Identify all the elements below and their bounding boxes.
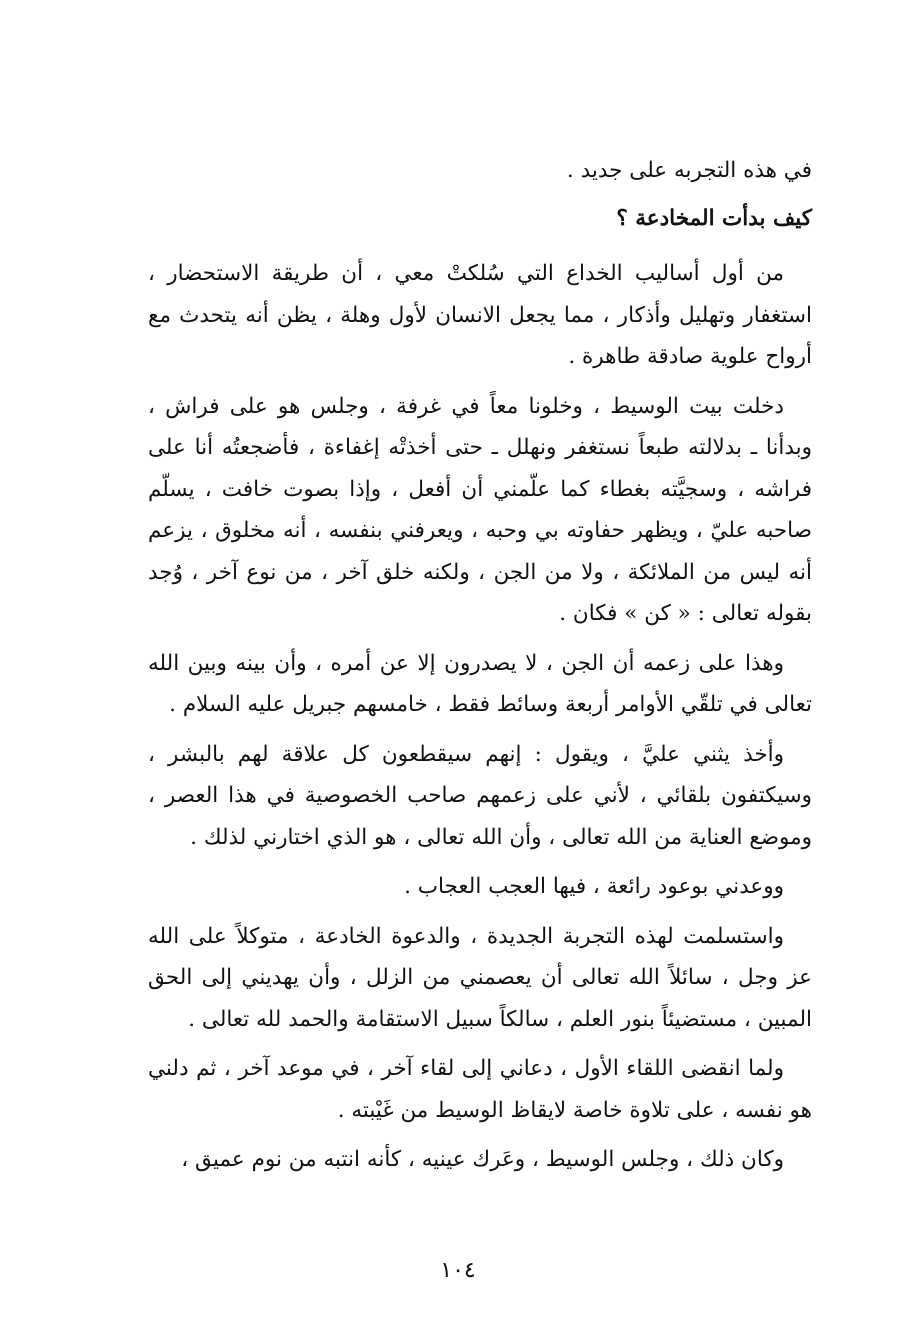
paragraph-8: وكان ذلك ، وجلس الوسيط ، وعَرك عينيه ، كأنه انتبه من نوم عميق ، bbox=[181, 1147, 784, 1172]
paragraph-5: ووعدني بوعود رائعة ، فيها العجب العجاب . bbox=[404, 874, 784, 899]
paragraph-4: وأخذ يثني عليَّ ، ويقول : إنهم سيقطعون كل علاقة لهم بالبشر ، وسيكتفون بلقائي ، لأني على زعمهم صاحب الخصوصية في هذا العصر ، وموضع العناية من الله تعالى ، وأن الله تعالى ، هو الذي اختارني لذلك . bbox=[148, 741, 812, 850]
paragraph-1: من أول أساليب الخداع التي سُلكتْ معي ، أن طريقة الاستحضار ، استغفار وتهليل وأذكار ، مما يجعل الانسان لأول وهلة ، يظن أنه يتحدث مع أرواح علوية صادقة طاهرة . bbox=[148, 261, 812, 369]
paragraph-7: ولما انقضى اللقاء الأول ، دعاني إلى لقاء آخر ، في موعد آخر ، ثم دلني هو نفسه ، على تلاوة خاصة لايقاظ الوسيط من غَيْبته . bbox=[148, 1056, 812, 1123]
section-heading: كيف بدأت المخادعة ؟ bbox=[616, 205, 812, 231]
paragraph-6: واستسلمت لهذه التجربة الجديدة ، والدعوة الخادعة ، متوكلاً على الله عز وجل ، سائلاً الله تعالى أن يعصمني من الزلل ، وأن يهديني إلى الحق المبين ، مستضيئاً بنور العلم ، سالكاً سبيل الاستقامة والحمد لله تعالى . bbox=[148, 923, 812, 1032]
opening-line: في هذه التجربه على جديد . bbox=[566, 158, 812, 183]
page-number: ١٠٤ bbox=[440, 1258, 476, 1283]
page-body bbox=[148, 150, 812, 1181]
paragraph-3: وهذا على زعمه أن الجن ، لا يصدرون إلا عن أمره ، وأن بينه وبين الله تعالى في تلقّي الأوامر أربعة وسائط فقط ، خامسهم جبريل عليه السلام . bbox=[148, 650, 812, 717]
paragraph-2: دخلت بيت الوسيط ، وخلونا معاً في غرفة ، وجلس هو على فراش ، وبدأنا ـ بدلالته طبعاً نستغفر ونهلل ـ حتى أخذتْه إغفاءة ، فأضجعتُه أنا على فراشه ، وسجيَّته بغطاء كما علّمني أن أفعل ، وإذا بصوت خافت ، يسلّم صاحبه عليّ ، ويظهر حفاوته بي وحبه ، ويعرفني بنفسه ، أنه مخلوق ، يزعم أنه ليس من الملائكة ، ولا من الجن ، ولكنه خلق آخر ، من نوع آخر ، وُجد بقوله تعالى : « كن » فكان . bbox=[148, 393, 812, 626]
